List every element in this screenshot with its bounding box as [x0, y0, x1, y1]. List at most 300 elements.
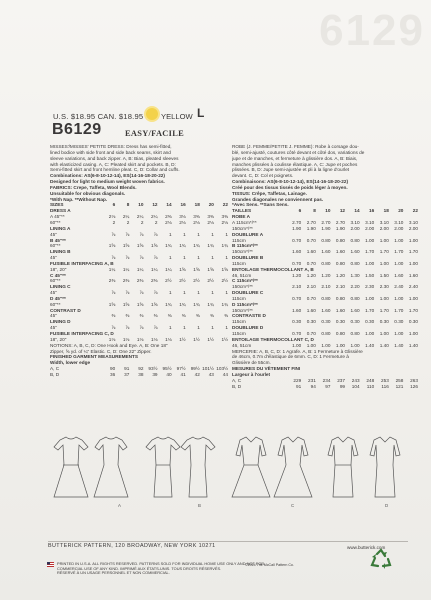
yardage-value: 1⅝ — [108, 243, 116, 249]
finished-measurements-title: MESURES DU VÊTEMENT FINI — [232, 366, 301, 372]
finished-value: 37 — [124, 371, 130, 377]
finished-value: 103½ — [216, 366, 228, 372]
yardage-value: 0.80 — [350, 331, 360, 336]
yardage-value: ⅞ — [139, 325, 144, 331]
yardage-value: 2.00 — [408, 225, 418, 231]
finished-row — [232, 384, 418, 390]
yardage-row-label: 115cm — [232, 295, 246, 301]
yardage-value: 1.70 — [408, 307, 418, 313]
us-flag-icon — [47, 562, 54, 567]
yardage-value: 1.00 — [408, 331, 418, 336]
yardage-section-title: D 45"** — [50, 295, 66, 301]
yardage-value: 1.00 — [365, 237, 375, 243]
yardage-value: 1.00 — [394, 237, 404, 243]
finished-value: 97½ — [176, 366, 186, 372]
finished-value: 253 — [380, 377, 389, 383]
pattern-number: B6129 — [52, 121, 102, 138]
yardage-row-label: 45" — [50, 231, 57, 237]
size-header-value: 6 — [112, 202, 116, 208]
yardage-value: 1¼ — [165, 266, 172, 272]
yardage-value: 1⅝ — [179, 266, 186, 272]
yardage-value: 1.00 — [379, 237, 389, 243]
fine-print-line: COMMERCIAL USE OF ANY KIND. IMPRIMÉ AUX ÉTATS-UNIS. TOUS DROITS RÉSERVÉS. — [57, 565, 222, 571]
yardage-value: 2⅜ — [108, 278, 116, 284]
yardage-value: 3.10 — [408, 219, 418, 225]
illustration-letter-b: B — [198, 503, 201, 508]
yardage-value: 2.10 — [321, 284, 331, 290]
yardage-section-title: FUSIBLE INTERFACING C, D — [50, 331, 114, 336]
yardage-value: 1 — [225, 255, 228, 261]
yardage-value: 2.00 — [379, 225, 389, 231]
yardage-value: 1.20 — [292, 272, 302, 278]
finished-row-label: A, C — [50, 366, 60, 372]
yardage-section-title: B 115cm*/** — [232, 243, 258, 249]
yardage-value: 1.00 — [306, 342, 316, 348]
yardage-value: 1⅝ — [193, 266, 200, 272]
finished-value: 231 — [308, 377, 316, 383]
yardage-value: 0.70 — [306, 331, 316, 336]
finished-value: 92 — [138, 366, 144, 372]
yardage-value: 1¾ — [193, 243, 200, 249]
yardage-value: 0.80 — [350, 260, 360, 266]
yardage-value: 1 — [169, 231, 172, 237]
size-header-value: 10 — [325, 208, 331, 214]
yardage-value: 2.20 — [350, 284, 360, 290]
description-line: with elasticized casing. A, C: Pleated skirt and pockets. B, D: — [50, 161, 176, 167]
yardage-value: 1.00 — [292, 342, 302, 348]
yardage-value: 0.30 — [365, 319, 375, 325]
fine-print-line: PRINTED IN U.S.A. ALL RIGHTS RESERVED. PATTERNS SOLD FOR INDIVIDUAL HOME USE ONLY AND NOT FOR — [57, 561, 265, 566]
yardage-section-title: C 115cm*/** — [232, 278, 258, 284]
ghost-pattern-number: 6129 — [319, 6, 425, 55]
yardage-value: 1¾ — [221, 243, 228, 249]
yardage-section-title: CONTRAST D — [50, 307, 81, 313]
yardage-value: 0.70 — [292, 260, 302, 266]
yardage-value: 0.30 — [379, 319, 389, 325]
yardage-row-label: 60"** — [50, 243, 61, 249]
yardage-row-label: 115cm — [232, 237, 246, 243]
finished-value: 93½ — [148, 366, 158, 372]
finished-value: 234 — [322, 377, 331, 383]
yardage-row-label: 18", 20" — [50, 266, 67, 272]
fine-print-line: RÉSERVÉ À UN USAGE PERSONNEL ET NON COMMERCIAL. — [57, 570, 170, 576]
yardage-value: 1⅝ — [207, 266, 214, 272]
yardage-value: 2⅛ — [221, 219, 228, 225]
yardage-section-title: LINING C — [50, 284, 71, 290]
finished-value: 104 — [351, 383, 360, 389]
yardage-value: 1¾ — [221, 301, 228, 307]
finished-value: 40 — [166, 371, 172, 377]
yardage-section-title: DRESS A — [50, 208, 71, 214]
yardage-value: 3⅜ — [193, 214, 200, 220]
yardage-value: 0.80 — [350, 237, 360, 243]
yardage-value: 0.80 — [321, 295, 331, 301]
illustration-letter-c: C — [291, 503, 295, 508]
yardage-value: 1¾ — [165, 301, 172, 307]
yardage-value: 1.70 — [394, 307, 404, 313]
yardage-value: 1⅝ — [151, 301, 158, 307]
fabric-note: Créé pour des tissus tissés de poids léger à moyen. — [232, 184, 348, 190]
color-word: YELLOW — [161, 112, 193, 121]
finished-row-label: B, D — [232, 383, 242, 389]
yardage-row-label: A 115cm*/** — [232, 219, 257, 225]
yardage-value: 1¾ — [179, 301, 186, 307]
yardage-value: 1¾ — [165, 243, 172, 249]
yardage-row-label: 46, 51cm — [232, 272, 252, 278]
description-line: jupe et de manches, et fermeture à glissière dos. A, B: Biais, — [232, 155, 358, 161]
yardage-row-label: 115cm — [232, 331, 246, 336]
yardage-value: 2.70 — [321, 219, 331, 225]
finished-row-label: A, C — [232, 377, 242, 383]
yardage-value: 2.70 — [335, 219, 346, 225]
yardage-value: 1⅝ — [136, 243, 144, 249]
price-label: U.S. $18.95 CAN. $18.95 — [53, 112, 144, 121]
yardage-value: 1⅝ — [136, 301, 144, 307]
yardage-value: ⅜ — [195, 313, 200, 319]
yardage-value: 1 — [183, 231, 186, 237]
finished-value: 258 — [395, 377, 404, 383]
size-header-value: 8 — [313, 208, 316, 214]
finished-value: 99 — [339, 383, 346, 389]
yardage-value: ⅞ — [125, 325, 130, 331]
yardage-value: 0.80 — [335, 295, 346, 301]
fabric-note: *Avec Sens. **Sans Sens. — [232, 202, 289, 208]
yardage-value: 2½ — [165, 278, 172, 284]
yardage-value: 1 — [197, 325, 200, 331]
yardage-value: 1.00 — [365, 295, 375, 301]
yardage-value: 1⅝ — [151, 243, 158, 249]
yardage-value: 1.60 — [306, 249, 316, 255]
yardage-value: 1¾ — [207, 243, 214, 249]
size-header-value: 14 — [354, 208, 360, 214]
yardage-value: 2⅜ — [165, 214, 172, 220]
yardage-value: 1 — [183, 325, 186, 331]
size-header-value: 20 — [398, 208, 404, 214]
yardage-row-label: 60"** — [50, 278, 61, 284]
yardage-value: 0.30 — [306, 319, 316, 325]
yardage-value: 1.50 — [365, 272, 375, 278]
yardage-value: 2½ — [193, 278, 200, 284]
notions-line: Glissière de 55cm. — [232, 360, 271, 366]
yardage-value: 1 — [225, 325, 228, 331]
size-header-value: 14 — [166, 202, 172, 208]
yardage-section-title: D 115cm*/** — [232, 301, 258, 307]
yardage-value: 3⅜ — [221, 214, 228, 220]
yardage-value: 1⅝ — [122, 301, 130, 307]
yardage-value: 2 — [126, 219, 130, 225]
yardage-value: 1.00 — [394, 260, 404, 266]
yardage-value: 1.20 — [321, 272, 331, 278]
finished-value: 38 — [138, 371, 144, 377]
yardage-value: 2.00 — [394, 225, 404, 231]
finished-value: 126 — [410, 383, 418, 389]
website-url: www.butterick.com — [347, 545, 386, 550]
yardage-value: 1.60 — [350, 249, 360, 255]
finished-row-label: B, D — [50, 371, 60, 377]
yardage-value: ⅞ — [125, 290, 130, 296]
yardage-value: 1.60 — [292, 249, 302, 255]
yardage-value: 1.90 — [321, 225, 331, 231]
size-header-value: 16 — [180, 202, 186, 208]
english-column — [50, 144, 228, 378]
yardage-value: 2⅜ — [151, 278, 158, 284]
width-title: Largeur à l'ourlet — [232, 371, 271, 377]
yardage-section-title: DOUBLURE B — [232, 255, 264, 261]
yardage-row-label: 115cm — [232, 319, 246, 325]
yardage-value: 1⅛ — [108, 336, 116, 342]
illustration-letter-d: D — [385, 503, 389, 508]
yardage-row-label: 45" — [50, 313, 57, 319]
yardage-row-label: 115cm — [232, 260, 246, 266]
yardage-value: 0.70 — [292, 237, 302, 243]
yardage-value: 1⅛ — [136, 336, 144, 342]
finished-value: 248 — [366, 377, 375, 383]
yardage-value: 1⅛ — [151, 336, 158, 342]
dress-c-front-back-illustration — [232, 437, 312, 497]
yardage-value: 1.00 — [365, 260, 375, 266]
finished-value: 91 — [124, 366, 130, 372]
finished-value: 116 — [381, 383, 389, 389]
yardage-value: 1 — [169, 290, 172, 296]
yardage-value: ⅞ — [125, 231, 130, 237]
yardage-value: 2.10 — [335, 284, 346, 290]
yardage-value: 2⅛ — [207, 219, 214, 225]
yardage-value: 2.30 — [365, 284, 375, 290]
yardage-value: 1.40 — [365, 342, 375, 348]
yardage-value: 1.40 — [394, 342, 404, 348]
yardage-value: ⅞ — [111, 290, 116, 296]
size-header-label: TAILLES — [232, 208, 252, 214]
yellow-color-dot — [146, 108, 158, 120]
yardage-value: 2⅜ — [136, 278, 144, 284]
yardage-value: 1.00 — [379, 295, 389, 301]
finished-measurements-title: FINISHED GARMENT MEASUREMENTS — [50, 354, 139, 360]
size-header-value: 10 — [138, 202, 144, 208]
yardage-value: ⅞ — [153, 325, 158, 331]
yardage-value: 2 — [140, 219, 144, 225]
garment-illustrations — [48, 435, 428, 517]
yardage-row-label: 18", 20" — [50, 336, 67, 342]
description-line: plissées. B, D: Jupe semi-ajustée et pli à la ligne d'ourlet — [232, 167, 350, 173]
yardage-value: 1.00 — [408, 295, 418, 301]
yardage-value: 0.80 — [321, 237, 331, 243]
yardage-value: 1.00 — [365, 331, 375, 336]
yardage-value: 1¼ — [122, 266, 130, 272]
yardage-value: ⅞ — [111, 325, 116, 331]
yardage-value: 1.60 — [335, 307, 346, 313]
yardage-value: 0.70 — [306, 237, 316, 243]
yardage-value: 2.40 — [408, 284, 418, 290]
description-line: blé, semi-ajusté, coutures côté devant et côté dos, variations de — [232, 149, 365, 155]
yardage-value: 1.60 — [394, 272, 404, 278]
yardage-value: 0.80 — [335, 331, 346, 336]
yardage-section-title: FUSIBLE INTERFACING A, B — [50, 260, 114, 266]
yardage-value: 1.00 — [335, 342, 346, 348]
yardage-value: 3⅛ — [179, 214, 186, 220]
finished-value: 110 — [366, 383, 375, 389]
yardage-value: 0.30 — [321, 319, 331, 325]
yardage-value: 1.90 — [306, 225, 316, 231]
yardage-value: 1⅝ — [108, 301, 116, 307]
finished-value: 41 — [180, 371, 186, 377]
notions-line: MERCERIE: A, B, C, D: 1 Agrafe. A, B: 1 Fermeture à Glissière — [232, 348, 363, 354]
yardage-value: 0.30 — [394, 319, 404, 325]
yardage-value: 1½ — [179, 336, 186, 342]
combinations-line: Combinations: AS(6-8-10-12-14), ES(14-16-18-20-22) — [50, 173, 165, 179]
yardage-value: 1.40 — [379, 342, 389, 348]
yardage-value: 1.70 — [394, 249, 404, 255]
yardage-value: 2¼ — [122, 214, 130, 220]
yardage-section-title: ROBE A — [232, 214, 251, 220]
yardage-value: 2.70 — [306, 219, 316, 225]
yardage-section-title: C 45"** — [50, 272, 66, 278]
finished-value: 42 — [194, 371, 200, 377]
yardage-value: 1.70 — [379, 249, 389, 255]
yardage-value: 2½ — [207, 278, 214, 284]
notions-line: NOTIONS: A, B, C, D: One Hook and Eye. A, B: One 18" — [50, 342, 168, 348]
yardage-value: 0.80 — [335, 260, 346, 266]
yardage-value: 1.60 — [335, 249, 346, 255]
notions-line: de 46cm, 0.7m d'élastique de 6mm. C, D: 1 Fermeture à — [232, 354, 349, 360]
yardage-section-title: CONTRASTE D — [232, 313, 266, 319]
yardage-value: 1⅛ — [165, 336, 172, 342]
fabric-note: Unsuitable for obvious diagonals. — [50, 190, 126, 196]
size-header-value: 16 — [369, 208, 375, 214]
yardage-value: 0.70 — [292, 331, 302, 336]
yardage-row-label: 150cm*/** — [232, 307, 253, 313]
finished-value: 229 — [293, 377, 302, 383]
yardage-value: ⅜ — [111, 313, 116, 319]
width-title: Width, lower edge — [50, 360, 91, 366]
finished-value: 39 — [152, 371, 158, 377]
yardage-value: 1 — [211, 325, 214, 331]
yardage-row-label: 150cm*/** — [232, 249, 253, 255]
yardage-value: ⅞ — [125, 255, 130, 261]
footer-divider — [48, 541, 408, 542]
description-line: lined bodice with side front and side back seams, skirt and — [50, 149, 171, 155]
yardage-value: ⅞ — [139, 255, 144, 261]
yardage-value: ⅞ — [139, 290, 144, 296]
yardage-value: 2½ — [179, 278, 186, 284]
yardage-value: ⅞ — [153, 255, 158, 261]
combinations-line: Combinaisons: AS(6-8-10-12-14), ES(14-16-18-20-22) — [232, 179, 349, 185]
yardage-value: 1.60 — [292, 307, 302, 313]
yardage-value: 1½ — [193, 336, 200, 342]
fabric-note: Designed for light to medium weight woven fabrics. — [50, 179, 165, 185]
yardage-section-title: ENTOILAGE THERMOCOLLANT C, D — [232, 336, 314, 342]
yardage-row-label: 60"** — [50, 301, 61, 307]
yardage-value: 1.00 — [408, 260, 418, 266]
finished-value: 44 — [222, 371, 228, 377]
yardage-value: 1 — [169, 325, 172, 331]
yardage-value: 1.70 — [408, 249, 418, 255]
difficulty-label: EASY/FACILE — [125, 129, 184, 138]
yardage-value: ⅜ — [224, 313, 228, 319]
yardage-value: 0.70 — [292, 295, 302, 301]
yardage-value: 2.10 — [306, 284, 316, 290]
yardage-row-label: 45" — [50, 290, 57, 296]
yardage-value: 1.90 — [292, 225, 302, 231]
finished-value: 237 — [337, 377, 346, 383]
french-column — [232, 144, 418, 389]
fine-print — [57, 562, 357, 576]
finished-value: 95½ — [162, 366, 172, 372]
yardage-value: 1 — [197, 290, 200, 296]
yardage-value: 1¾ — [193, 301, 200, 307]
notions-line: Zipper, ⅝ yd. of ¼" Elastic. C, D: One 22" Zipper. — [50, 348, 152, 354]
yardage-value: ⅞ — [153, 231, 158, 237]
yardage-section-title: LINING B — [50, 249, 71, 255]
yardage-value: 3.10 — [379, 219, 389, 225]
yardage-value: 1.20 — [335, 272, 346, 278]
yardage-value: 1⅛ — [122, 336, 130, 342]
yardage-value: 2.00 — [350, 225, 360, 231]
size-header-value: 18 — [383, 208, 389, 214]
yardage-value: 2½ — [221, 278, 228, 284]
yardage-value: 3.10 — [365, 219, 375, 225]
yardage-value: 1⅝ — [221, 266, 228, 272]
finished-value: 36 — [110, 371, 116, 377]
size-header-value: 8 — [126, 202, 130, 208]
fabric-note: *With Nap. **Without Nap. — [50, 196, 108, 202]
yardage-value: 1.40 — [408, 342, 418, 348]
fabric-note: FABRICS: Crepe, Taffeta, Wool Blends. — [50, 184, 137, 190]
yardage-value: 1.00 — [350, 342, 360, 348]
yardage-section-title: B 45"** — [50, 237, 66, 243]
size-header-value: 22 — [412, 208, 418, 214]
size-header-value: 22 — [222, 202, 228, 208]
yardage-value: ⅞ — [111, 231, 116, 237]
size-header-value: 12 — [152, 202, 158, 208]
yardage-section-title: LINING D — [50, 319, 71, 325]
yardage-value: 1 — [183, 290, 186, 296]
yardage-value: 1.70 — [379, 307, 389, 313]
size-header-value: 20 — [208, 202, 214, 208]
yardage-value: 1 — [183, 255, 186, 261]
yardage-value: 1.00 — [379, 331, 389, 336]
yardage-value: 2.10 — [292, 284, 302, 290]
yardage-value: 3.10 — [350, 219, 360, 225]
yardage-value: 0.30 — [335, 319, 346, 325]
description-line: devant. C, D: Col et poignets. — [232, 173, 294, 179]
yardage-value: 2.40 — [394, 284, 404, 290]
yardage-value: 0.30 — [292, 319, 302, 325]
yardage-value: ⅜ — [181, 313, 186, 319]
yardage-value: 0.80 — [350, 295, 360, 301]
yardage-value: 2.70 — [292, 219, 302, 225]
yardage-value: 3.10 — [394, 219, 404, 225]
yardage-value: 1.70 — [365, 307, 375, 313]
finished-value: 243 — [351, 377, 360, 383]
yardage-value: 0.80 — [321, 331, 331, 336]
finished-value: 94 — [310, 383, 316, 389]
yardage-value: ⅞ — [153, 290, 158, 296]
yardage-value: 1.30 — [350, 272, 360, 278]
yardage-value: 1.50 — [379, 272, 389, 278]
yardage-value: 1.00 — [408, 237, 418, 243]
copyright-line: ©2014 The McCall Pattern Co. — [245, 563, 294, 567]
yardage-value: 0.80 — [335, 237, 346, 243]
yardage-value: 1 — [169, 255, 172, 261]
yardage-value: 1¾ — [207, 301, 214, 307]
yardage-value: 2¼ — [151, 214, 158, 220]
yardage-row-label: 45" — [50, 255, 57, 261]
yardage-value: ⅜ — [167, 313, 172, 319]
size-header-value: 12 — [339, 208, 346, 214]
yardage-value: 1 — [197, 231, 200, 237]
yardage-value: 1½ — [207, 336, 214, 342]
yardage-value: 1 — [197, 255, 200, 261]
